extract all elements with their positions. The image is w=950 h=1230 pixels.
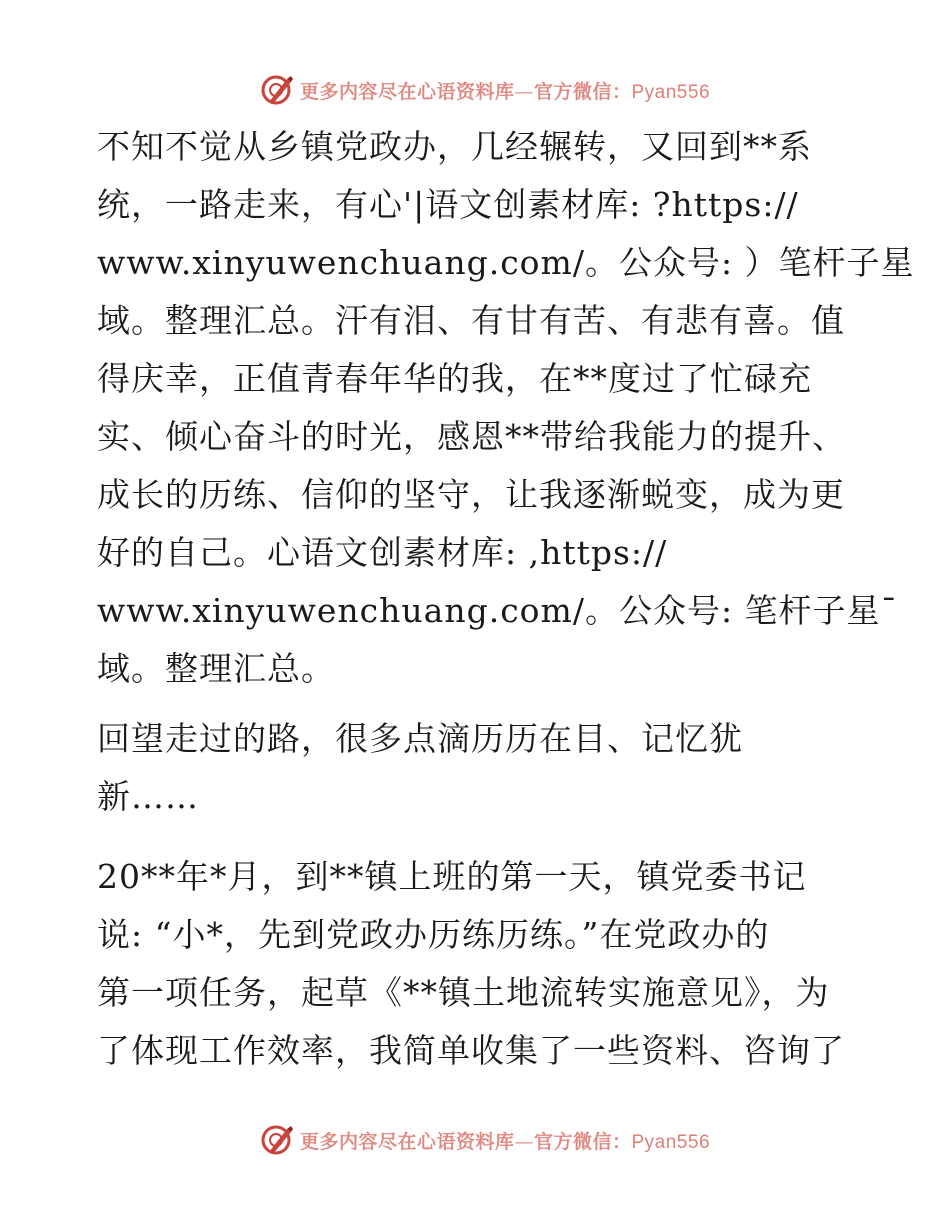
text-line: 统，一路走来，有心'|语文创素材库: ?https:// xyxy=(97,185,799,224)
footer-banner-wechat-id: Pyan556 xyxy=(631,1131,711,1153)
text-line: 了体现工作效率，我简单收集了一些资料、咨询了 xyxy=(97,1031,845,1070)
text-line: 实、倾心奋斗的时光，感恩**带给我能力的提升、 xyxy=(97,417,846,456)
text-line: 得庆幸，正值青春年华的我，在**度过了忙碌充 xyxy=(97,359,812,398)
pen-logo-icon xyxy=(260,1123,294,1157)
pen-logo-icon xyxy=(260,73,294,107)
text-line: 新…… xyxy=(97,777,199,816)
footer-banner-title: 更多内容尽在心语资料库 xyxy=(299,1130,515,1153)
text-line: 域。整理汇总。 xyxy=(97,649,335,688)
text-line: www.xinyuwenchuang.com/。公众号: 笔杆子星¯ xyxy=(97,591,899,630)
header-banner-title: 更多内容尽在心语资料库 xyxy=(299,80,515,103)
text-line: 成长的历练、信仰的坚守，让我逐渐蜕变，成为更 xyxy=(97,475,845,514)
text-line: 域。整理汇总。汗有泪、有甘有苦、有悲有喜。值 xyxy=(97,301,845,340)
header-banner-wechat-label: 官方微信： xyxy=(533,80,632,103)
paragraph-3 xyxy=(97,848,857,1080)
footer-banner-content xyxy=(260,1123,710,1157)
text-line: 不知不觉从乡镇党政办，几经辗转，又回到**系 xyxy=(97,127,812,166)
footer-banner-separator: — xyxy=(514,1130,534,1153)
header-banner-separator: — xyxy=(514,80,534,103)
header-banner-text xyxy=(300,77,710,104)
footer-banner-text xyxy=(300,1127,710,1154)
footer-banner-wechat-label: 官方微信： xyxy=(533,1130,632,1153)
paragraph-2 xyxy=(97,710,857,826)
text-line: 第一项任务，起草《**镇土地流转实施意见》，为 xyxy=(97,973,830,1012)
header-banner xyxy=(0,70,950,110)
text-line: 好的自己。心语文创素材库: ,https:// xyxy=(97,533,668,572)
header-banner-wechat-id: Pyan556 xyxy=(631,81,711,103)
text-line: www.xinyuwenchuang.com/。公众号: ）笔杆子星 xyxy=(97,243,915,282)
header-banner-content xyxy=(260,73,710,107)
text-line: 20**年*月，到**镇上班的第一天，镇党委书记 xyxy=(97,857,807,896)
document-body xyxy=(97,118,915,1080)
paragraph-1 xyxy=(97,118,915,698)
text-line: 说: “小*，先到党政办历练历练。”在党政办的 xyxy=(97,915,770,954)
text-line: 回望走过的路，很多点滴历历在目、记忆犹 xyxy=(97,719,743,758)
footer-banner xyxy=(0,1120,950,1160)
